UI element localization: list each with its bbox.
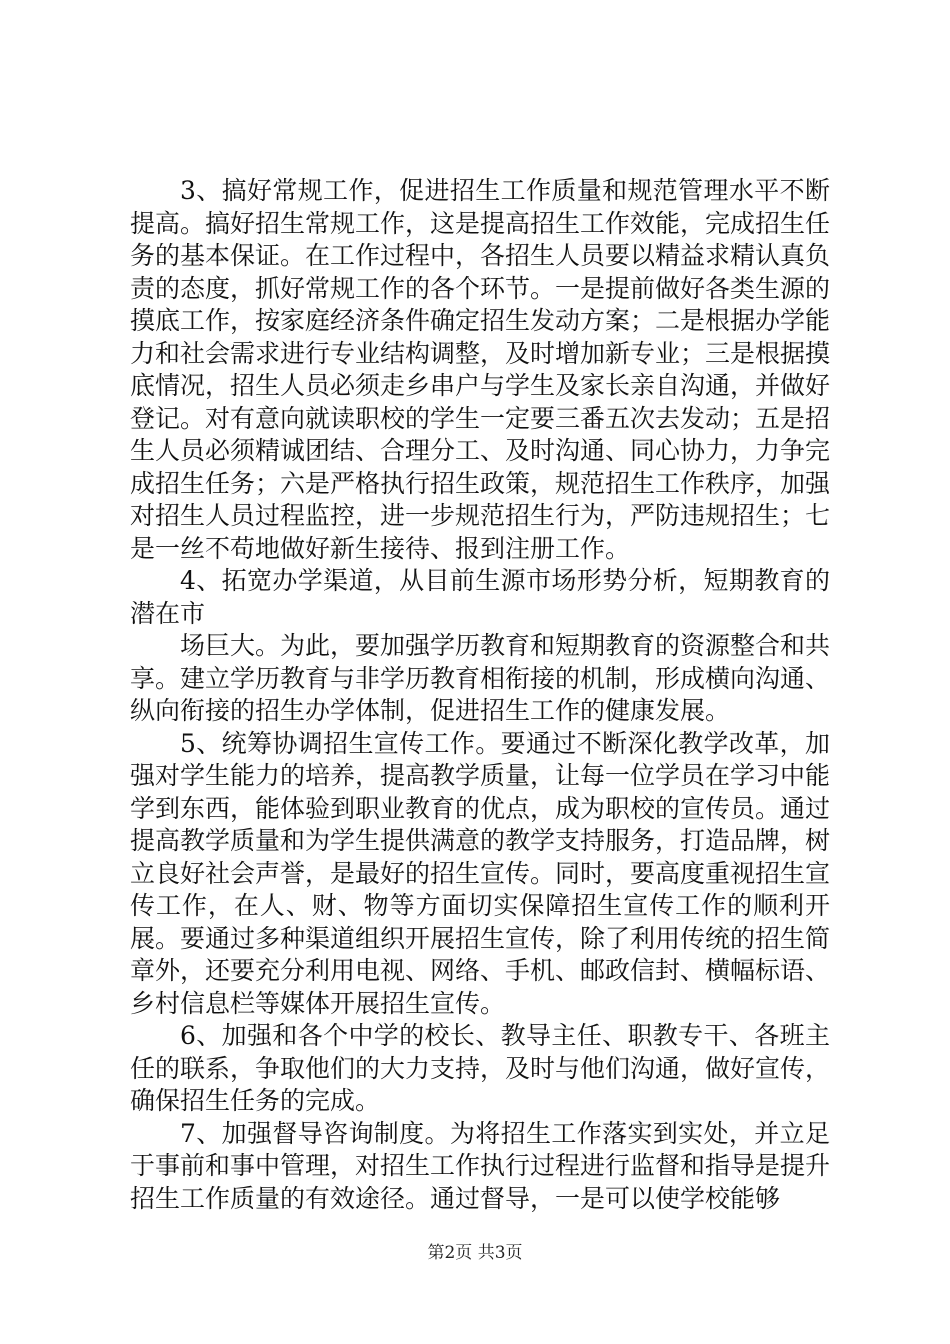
paragraph-5: 5、统筹协调招生宣传工作。要通过不断深化教学改革，加强对学生能力的培养，提高教学质量，让每一位学员在学习中能学到东西，能体验到职业教育的优点，成为职校的宣传员。通过提高教学质量和为学生提供满意的教学支持服务，打造品牌，树立良好社会声誉，是最好的招生宣传。同时，要高度重视招生宣传工作，在人、财、物等方面切实保障招生宣传工作的顺利开展。要通过多种渠道组织开展招生宣传，除了利用传统的招生简章外，还要充分利用电视、网络、手机、邮政信封、横幅标语、乡村信息栏等媒体开展招生宣传。 <box>130 728 831 1018</box>
paragraph-7: 7、加强督导咨询制度。为将招生工作落实到实处，并立足于事前和事中管理，对招生工作执行过程进行监督和指导是提升招生工作质量的有效途径。通过督导，一是可以使学校能够 <box>130 1118 831 1213</box>
document-body <box>130 175 830 1215</box>
paragraph-3: 3、搞好常规工作，促进招生工作质量和规范管理水平不断提高。搞好招生常规工作，这是提高招生工作效能，完成招生任务的基本保证。在工作过程中，各招生人员要以精益求精认真负责的态度，抓好常规工作的各个环节。一是提前做好各类生源的摸底工作，按家庭经济条件确定招生发动方案；二是根据办学能力和社会需求进行专业结构调整，及时增加新专业；三是根据摸底情况，招生人员必须走乡串户与学生及家长亲自沟通，并做好登记。对有意向就读职校的学生一定要三番五次去发动；五是招生人员必须精诚团结、合理分工、及时沟通、同心协力，力争完成招生任务；六是严格执行招生政策，规范招生工作秩序，加强对招生人员过程监控，进一步规范招生行为，严防违规招生；七是一丝不苟地做好新生接待、报到注册工作。 <box>130 176 831 563</box>
paragraph-4-continued: 场巨大。为此，要加强学历教育和短期教育的资源整合和共享。建立学历教育与非学历教育相衔接的机制，形成横向沟通、纵向衔接的招生办学体制，促进招生工作的健康发展。 <box>130 631 831 725</box>
paragraph-4: 4、拓宽办学渠道，从目前生源市场形势分析，短期教育的潜在市 <box>130 566 830 628</box>
page-number-footer: 第2页 共3页 <box>427 1243 523 1263</box>
paragraph-6: 6、加强和各个中学的校长、教导主任、职教专干、各班主任的联系，争取他们的大力支持，及时与他们沟通，做好宣传，确保招生任务的完成。 <box>130 1021 831 1115</box>
